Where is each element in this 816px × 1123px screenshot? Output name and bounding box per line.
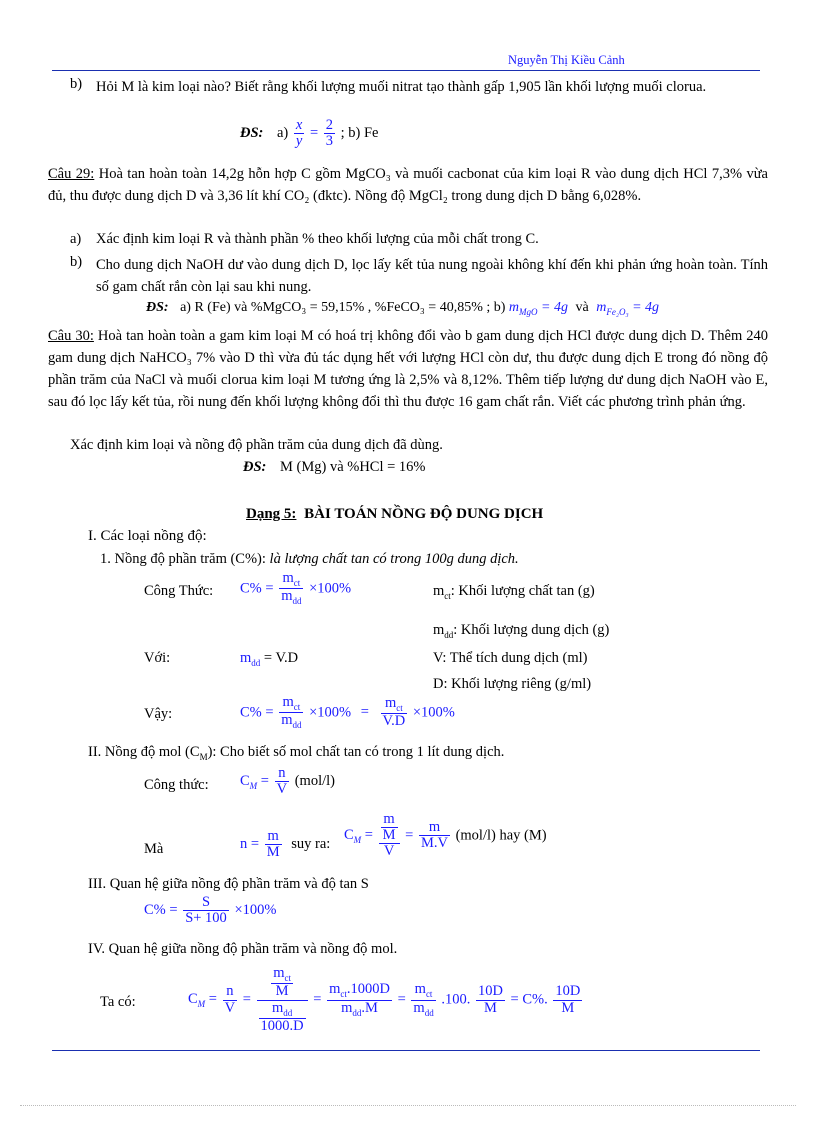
q28b-label: b) <box>70 76 83 92</box>
ans-label: ĐS: <box>146 300 169 315</box>
ans-fe: $m_{Fe_2O_3} = 4g$ <box>596 300 660 317</box>
s1-heading: I. Các loại nồng độ: <box>88 528 207 544</box>
mdd-eq: $m_{dd} = V.D$ <box>240 650 299 668</box>
ma-label: Mà <box>144 841 164 857</box>
q30-text2: Xác định kim loại và nồng độ phần trăm của dung dịch đã dùng. <box>70 437 443 453</box>
mdd-desc: $m_{dd}$: Khối lượng dung dịch (g) <box>433 622 610 640</box>
frac-23: $\frac{2}{3}$ <box>325 117 334 150</box>
header-rule <box>52 70 760 71</box>
cong-thuc2-label: Công thức: <box>144 777 209 793</box>
q29b-label: b) <box>70 254 83 270</box>
d-desc: D: Khối lượng riêng (g/ml) <box>433 676 592 692</box>
q29b-text: Cho dung dịch NaOH dư vào dung dịch D, lọc lấy kết tủa nung ngoài không khí đến khi phản ứng hoàn toàn. Tính số gam chất rắn còn lại sau khi nung. <box>96 257 768 295</box>
formula-s: C% = $\frac{S}{S+ 100}$ ×100% <box>144 894 277 927</box>
formula-cm2: $C_M$ = $\frac{\frac{m}{M}}{V}$ = $\frac{m}{M.V}$ (mol/l) hay (M) <box>344 811 547 860</box>
ans-and: và <box>575 300 589 315</box>
formula-cm: $C_M$ = $\frac{n}{V}$ (mol/l) <box>240 765 335 798</box>
q29a-text: Xác định kim loại R và thành phần % theo khối lượng của mỗi chất trong C. <box>96 231 539 247</box>
s3-heading: III. Quan hệ giữa nồng độ phần trăm và độ tan S <box>88 876 369 892</box>
ta-co-label: Ta có: <box>100 994 136 1010</box>
mct-desc: $m_{ct}$: Khối lượng chất tan (g) <box>433 583 595 601</box>
s2-heading: II. Nồng độ mol $(C_M)$: Cho biết số mol chất tan có trong 1 lít dung dịch. <box>88 744 505 762</box>
q30-title: Câu 30: <box>48 328 94 344</box>
ans-b: ; b) Fe <box>340 125 379 142</box>
q29a-label: a) <box>70 231 82 247</box>
ans-eq: = <box>309 125 319 142</box>
formula-n: n = $\frac{m}{M}$ suy ra: <box>240 828 331 861</box>
formula-relation: $C_M$ = $\frac{n}{V}$ = $\frac{\frac{m_{ct}}{M}}{\frac{m_{dd}}{1000.D}}$ = $\frac{m_{ct}.1000D}{m_{dd}.M}$ = $\frac{m_{ct}}{m_{dd}}$ .100. $\frac{10D}{M}$ = C%. $\frac{10D}{M}$ <box>188 965 581 1034</box>
header-author: Nguyễn Thị Kiều Cảnh <box>508 53 625 67</box>
section-title: Dạng 5: BÀI TOÁN NỒNG ĐỘ DUNG DỊCH <box>246 506 544 522</box>
q30-text: Hoà tan hoàn toàn a gam kim loại M có hoá trị không đổi vào b gam dung dịch HCl được dung dịch D. Thêm 240 gam dung dịch NaHCO₃ 7% vào D thì vừa đủ tác dụng hết với lượng HCl còn dư, thu được dung dịch E trong đó nồng độ phần trăm của NaCl và muối clorua kim loại M tương ứng là 2,5% và 8,12%. Thêm tiếp lượng dư dung dịch NaOH vào E, sau đó lọc lấy kết tủa, rồi nung đến khối lượng không đổi thì thu được 16 gam chất rắn. Viết các phương trình phản ứng. <box>48 328 768 410</box>
q28b-answer <box>240 118 379 149</box>
q30-answer: ĐS: M (Mg) và %HCl = 16% <box>243 459 426 475</box>
formula-cpct: C% = $\frac{m_{ct}}{m_{dd}}$ ×100% <box>240 570 352 607</box>
q29-title: Câu 29: <box>48 166 95 182</box>
formula-vay: C% = $\frac{m_{ct}}{m_{dd}}$ ×100% = $\frac{m_{ct}}{V.D}$ ×100% <box>240 694 455 731</box>
voi-label: Với: <box>144 650 171 666</box>
ans-a: a) <box>277 125 289 142</box>
vay-label: Vậy: <box>144 706 173 722</box>
v-desc: V: Thể tích dung dịch (ml) <box>433 650 588 666</box>
footer-rule <box>52 1050 760 1051</box>
q29-answer <box>146 300 659 317</box>
ans-mgo: $m_{MgO} = 4g$ <box>508 300 568 317</box>
q30-block <box>48 325 768 413</box>
s1-1: 1. Nồng độ phần trăm (C%): là lượng chất tan có trong 100g dung dịch. <box>100 551 519 567</box>
ans-text: a) R (Fe) và %MgCO₃ = 59,15% , %FeCO₃ = 40,85% ; b) <box>180 300 506 315</box>
page-edge <box>20 1105 796 1106</box>
ans-label: ĐS: <box>240 125 264 142</box>
cong-thuc-label: Công Thức: <box>144 583 214 599</box>
q29-block <box>48 163 768 207</box>
s4-heading: IV. Quan hệ giữa nồng độ phần trăm và nồng độ mol. <box>88 941 398 957</box>
q29-text: Hoà tan hoàn toàn 14,2g hỗn hợp C gồm MgCO₃ và muối cacbonat của kim loại R vào dung dịch HCl 7,3% vừa đủ, thu được dung dịch D và 3,36 lít khí CO₂ (đktc). Nồng độ MgCl₂ trong dung dịch D bằng 6,028%. <box>48 166 768 204</box>
q28b-text: Hỏi M là kim loại nào? Biết rằng khối lượng muối nitrat tạo thành gấp 1,905 lần khối lượng muối clorua. <box>96 79 707 95</box>
frac-xy: $\frac{x}{y}$ <box>295 117 303 150</box>
